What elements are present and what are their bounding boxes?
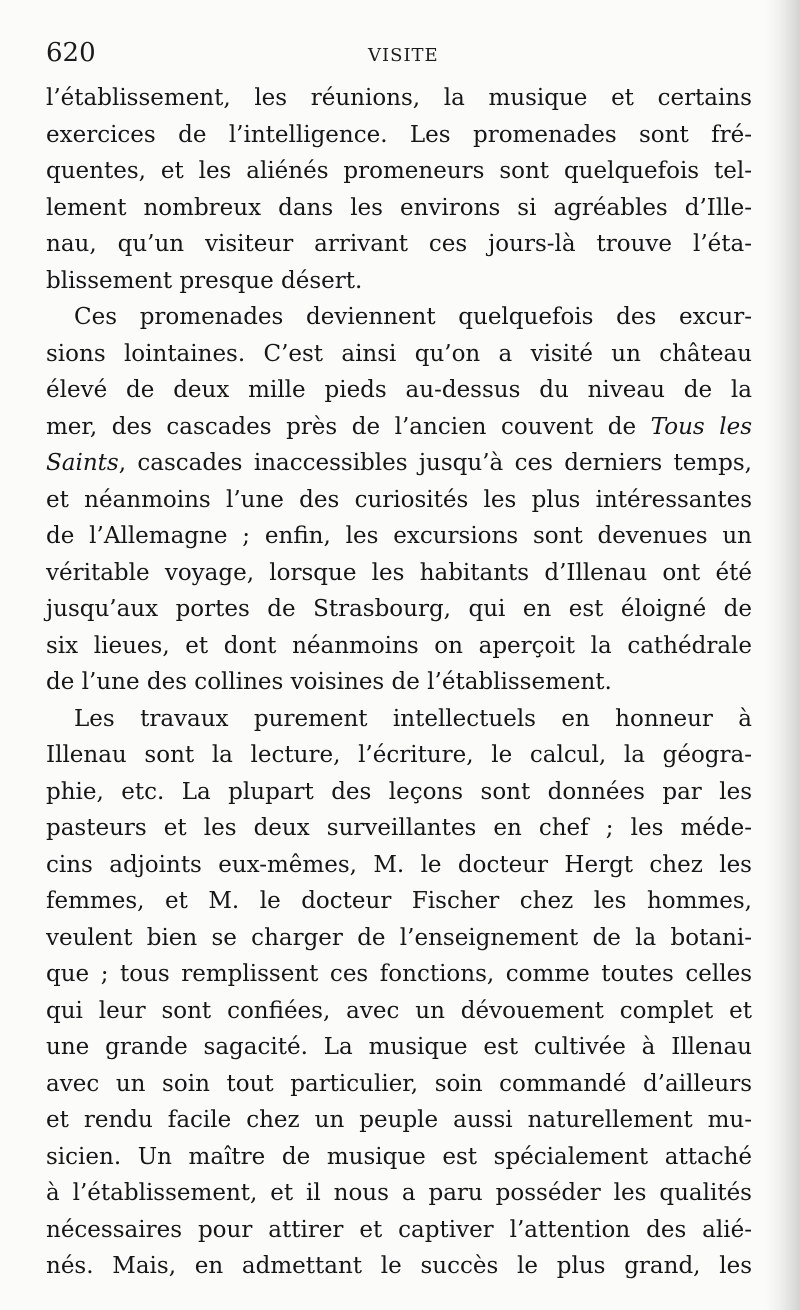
text-line: qui leur sont confiées, avec un dévouement complet et xyxy=(46,997,752,1024)
text-line: que ; tous remplissent ces fonctions, comme toutes celles xyxy=(46,961,752,987)
text-line: phie, etc. La plupart des leçons sont données par les xyxy=(46,778,752,805)
page-edge-shadow xyxy=(766,0,800,1310)
text-line: Les travaux purement intellectuels en honneur à xyxy=(74,705,752,732)
text-line: femmes, et M. le docteur Fischer chez les hommes, xyxy=(46,888,752,914)
text-line: nau, qu’un visiteur arrivant ces jours-là trouve l’éta- xyxy=(46,231,752,257)
text-line: à l’établissement, et il nous a paru posséder les qualités xyxy=(46,1180,752,1206)
text-line: lement nombreux dans les environs si agréables d’Ille- xyxy=(46,194,752,221)
text-line: une grande sagacité. La musique est cultivée à Illenau xyxy=(46,1034,752,1060)
text-line: Illenau sont la lecture, l’écriture, le calcul, la géogra- xyxy=(46,742,752,768)
text-line: Ces promenades deviennent quelquefois des excur- xyxy=(74,304,752,330)
page-number: 620 xyxy=(46,38,96,68)
text-line: pasteurs et les deux surveillantes en chef ; les méde- xyxy=(46,815,752,841)
running-head: VISITE xyxy=(368,45,439,66)
text-line: sicien. Un maître de musique est spécialement attaché xyxy=(46,1143,752,1170)
text-line: six lieues, et dont néanmoins on aperçoit la cathédrale xyxy=(46,632,752,659)
text-line: nés. Mais, en admettant le succès le plus grand, les xyxy=(46,1253,752,1279)
text-line: de l’Allemagne ; enfin, les excursions sont devenues un xyxy=(46,523,752,549)
text-line: et néanmoins l’une des curiosités les plus intéressantes xyxy=(46,486,752,513)
text-line: mer, des cascades près de l’ancien couvent de Tous les xyxy=(46,413,753,440)
text-line: blissement presque désert. xyxy=(46,267,363,294)
body-text xyxy=(46,80,752,1285)
text-line: exercices de l’intelligence. Les promenades sont fré- xyxy=(46,121,752,148)
text-line: de l’une des collines voisines de l’établissement. xyxy=(46,669,612,695)
text-line: quentes, et les aliénés promeneurs sont quelquefois tel- xyxy=(46,158,752,184)
text-line: sions lointaines. C’est ainsi qu’on a visité un château xyxy=(46,340,752,367)
text-line: nécessaires pour attirer et captiver l’attention des alié- xyxy=(46,1216,752,1243)
page-header xyxy=(46,34,752,74)
text-line: veulent bien se charger de l’enseignement de la botani- xyxy=(46,924,752,951)
text-line: Saints, cascades inaccessibles jusqu’à ces derniers temps, xyxy=(46,450,752,476)
text-line: cins adjoints eux-mêmes, M. le docteur Hergt chez les xyxy=(46,851,752,878)
text-line: et rendu facile chez un peuple aussi naturellement mu- xyxy=(46,1107,752,1133)
text-line: l’établissement, les réunions, la musique et certains xyxy=(46,85,752,111)
text-line: véritable voyage, lorsque les habitants d’Illenau ont été xyxy=(46,559,752,586)
text-line: jusqu’aux portes de Strasbourg, qui en est éloigné de xyxy=(46,596,752,622)
text-line: élevé de deux mille pieds au-dessus du niveau de la xyxy=(46,377,752,403)
text-line: avec un soin tout particulier, soin commandé d’ailleurs xyxy=(46,1070,752,1097)
